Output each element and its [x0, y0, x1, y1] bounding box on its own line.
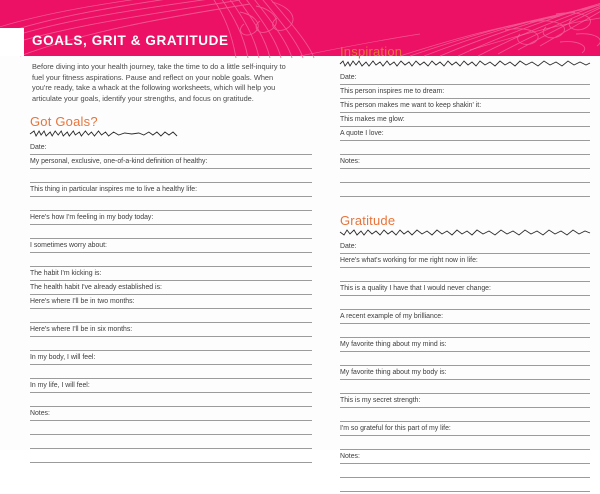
form-field-blank-line[interactable] [30, 393, 312, 407]
form-field-label: A recent example of my brilliance: [340, 313, 444, 320]
fields-inspiration [340, 71, 590, 197]
section-heading-got-goals: Got Goals? [30, 114, 98, 129]
form-field-row[interactable] [340, 113, 590, 127]
form-field-label: I sometimes worry about: [30, 242, 107, 249]
form-field-label: This is a quality I have that I would never change: [340, 285, 491, 292]
form-field-label: In my body, I will feel: [30, 354, 96, 361]
form-field-label: This person inspires me to dream: [340, 88, 445, 95]
form-field-row[interactable] [30, 267, 312, 281]
form-field-blank-line[interactable] [30, 337, 312, 351]
form-field-label: My favorite thing about my mind is: [340, 341, 447, 348]
form-field-row[interactable] [340, 422, 590, 436]
form-field-label: The habit I'm kicking is: [30, 270, 102, 277]
form-field-row[interactable] [30, 295, 312, 309]
squiggle-divider-icon [340, 229, 590, 236]
form-field-row[interactable] [30, 155, 312, 169]
form-field-label: Date: [340, 74, 357, 81]
form-field-row[interactable] [30, 281, 312, 295]
form-field-blank-line[interactable] [340, 141, 590, 155]
form-field-blank-line[interactable] [340, 436, 590, 450]
form-field-blank-line[interactable] [30, 449, 312, 463]
form-field-row[interactable] [30, 379, 312, 393]
section-heading-inspiration: Inspiration [340, 44, 403, 59]
form-field-blank-line[interactable] [340, 183, 590, 197]
form-field-label: This thing in particular inspires me to live a healthy life: [30, 186, 197, 193]
form-field-label: In my life, I will feel: [30, 382, 90, 389]
form-field-label: This person makes me want to keep shakin' it: [340, 102, 482, 109]
form-field-blank-line[interactable] [30, 435, 312, 449]
form-field-blank-line[interactable] [30, 309, 312, 323]
form-field-row[interactable] [340, 254, 590, 268]
form-field-label: Here's where I'll be in six months: [30, 326, 133, 333]
form-field-blank-line[interactable] [340, 296, 590, 310]
section-gratitude [340, 213, 590, 492]
form-field-row[interactable] [30, 351, 312, 365]
form-field-blank-line[interactable] [340, 408, 590, 422]
right-column [340, 44, 590, 494]
form-field-blank-line[interactable] [340, 324, 590, 338]
form-field-row[interactable] [340, 127, 590, 141]
form-field-blank-line[interactable] [30, 225, 312, 239]
form-field-row[interactable] [340, 310, 590, 324]
form-field-blank-line[interactable] [340, 464, 590, 478]
form-field-blank-line[interactable] [340, 268, 590, 282]
section-got-goals [30, 114, 312, 463]
form-field-blank-line[interactable] [340, 380, 590, 394]
left-column [30, 114, 312, 465]
form-field-label: Notes: [340, 158, 360, 165]
form-field-row[interactable] [30, 323, 312, 337]
form-field-row[interactable] [30, 407, 312, 421]
form-field-row[interactable] [340, 155, 590, 169]
form-field-blank-line[interactable] [340, 169, 590, 183]
form-field-row[interactable] [30, 211, 312, 225]
form-field-label: This makes me glow: [340, 116, 405, 123]
form-field-blank-line[interactable] [30, 197, 312, 211]
form-field-label: Notes: [30, 410, 50, 417]
form-field-label: Here's where I'll be in two months: [30, 298, 135, 305]
section-heading-gratitude: Gratitude [340, 213, 396, 228]
form-field-row[interactable] [340, 282, 590, 296]
form-field-label: Notes: [340, 453, 360, 460]
fields-gratitude [340, 240, 590, 492]
form-field-label: Date: [340, 243, 357, 250]
fields-got-goals [30, 141, 312, 463]
squiggle-divider-icon [340, 60, 590, 67]
form-field-row[interactable] [340, 338, 590, 352]
form-field-label: Here's what's working for me right now in life: [340, 257, 478, 264]
form-field-row[interactable] [30, 141, 312, 155]
form-field-row[interactable] [30, 183, 312, 197]
form-field-row[interactable] [30, 239, 312, 253]
form-field-row[interactable] [340, 71, 590, 85]
form-field-blank-line[interactable] [340, 478, 590, 492]
form-field-row[interactable] [340, 450, 590, 464]
intro-paragraph: Before diving into your health journey, take the time to do a little self-inquiry to fuel your fitness aspirations. Pause and reflect on your noble goals. When you're ready, take a whack at the following worksheets, which will help you articulate your goals, identify your strengths, and focus on gratitude. [32, 62, 286, 103]
form-field-blank-line[interactable] [30, 421, 312, 435]
form-field-label: Here's how I'm feeling in my body today: [30, 214, 154, 221]
form-field-row[interactable] [340, 99, 590, 113]
squiggle-divider-icon [30, 130, 312, 137]
section-inspiration [340, 44, 590, 197]
form-field-blank-line[interactable] [340, 352, 590, 366]
form-field-blank-line[interactable] [30, 253, 312, 267]
form-field-row[interactable] [340, 85, 590, 99]
form-field-label: A quote I love: [340, 130, 384, 137]
banner-left-notch [0, 28, 24, 56]
form-field-row[interactable] [340, 366, 590, 380]
form-field-row[interactable] [340, 394, 590, 408]
form-field-label: Date: [30, 144, 47, 151]
form-field-label: The health habit I've already established is: [30, 284, 162, 291]
form-field-row[interactable] [340, 240, 590, 254]
form-field-label: My personal, exclusive, one-of-a-kind definition of healthy: [30, 158, 208, 165]
form-field-blank-line[interactable] [30, 169, 312, 183]
form-field-blank-line[interactable] [30, 365, 312, 379]
form-field-label: My favorite thing about my body is: [340, 369, 447, 376]
page-title: GOALS, GRIT & GRATITUDE [32, 33, 229, 48]
form-field-label: This is my secret strength: [340, 397, 421, 404]
form-field-label: I'm so grateful for this part of my life: [340, 425, 451, 432]
